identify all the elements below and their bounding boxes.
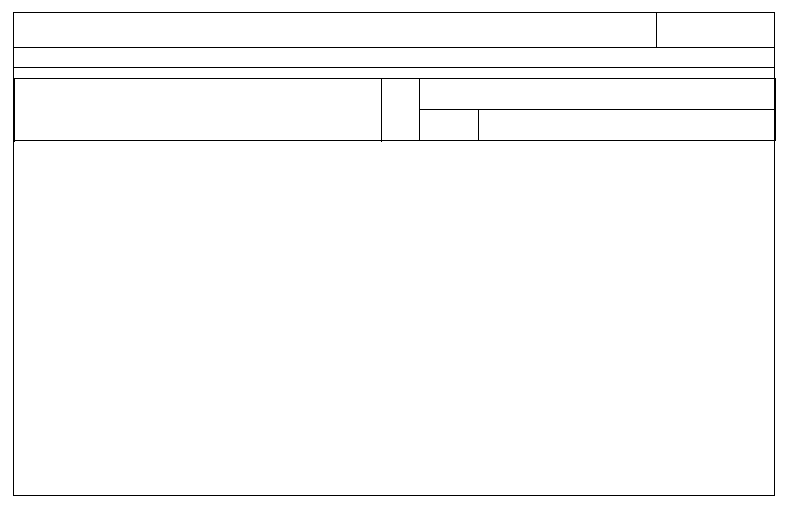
header-real	[420, 110, 479, 141]
cash-flow-table	[14, 78, 776, 141]
blank-row	[14, 68, 775, 78]
header-clave	[382, 79, 420, 141]
header-prevision	[479, 110, 776, 141]
ficha-box	[657, 13, 775, 48]
entidad-field[interactable]	[14, 48, 775, 68]
form-frame	[13, 12, 775, 496]
header-capital	[15, 79, 382, 141]
form-title	[14, 13, 657, 48]
header-units	[420, 79, 776, 110]
